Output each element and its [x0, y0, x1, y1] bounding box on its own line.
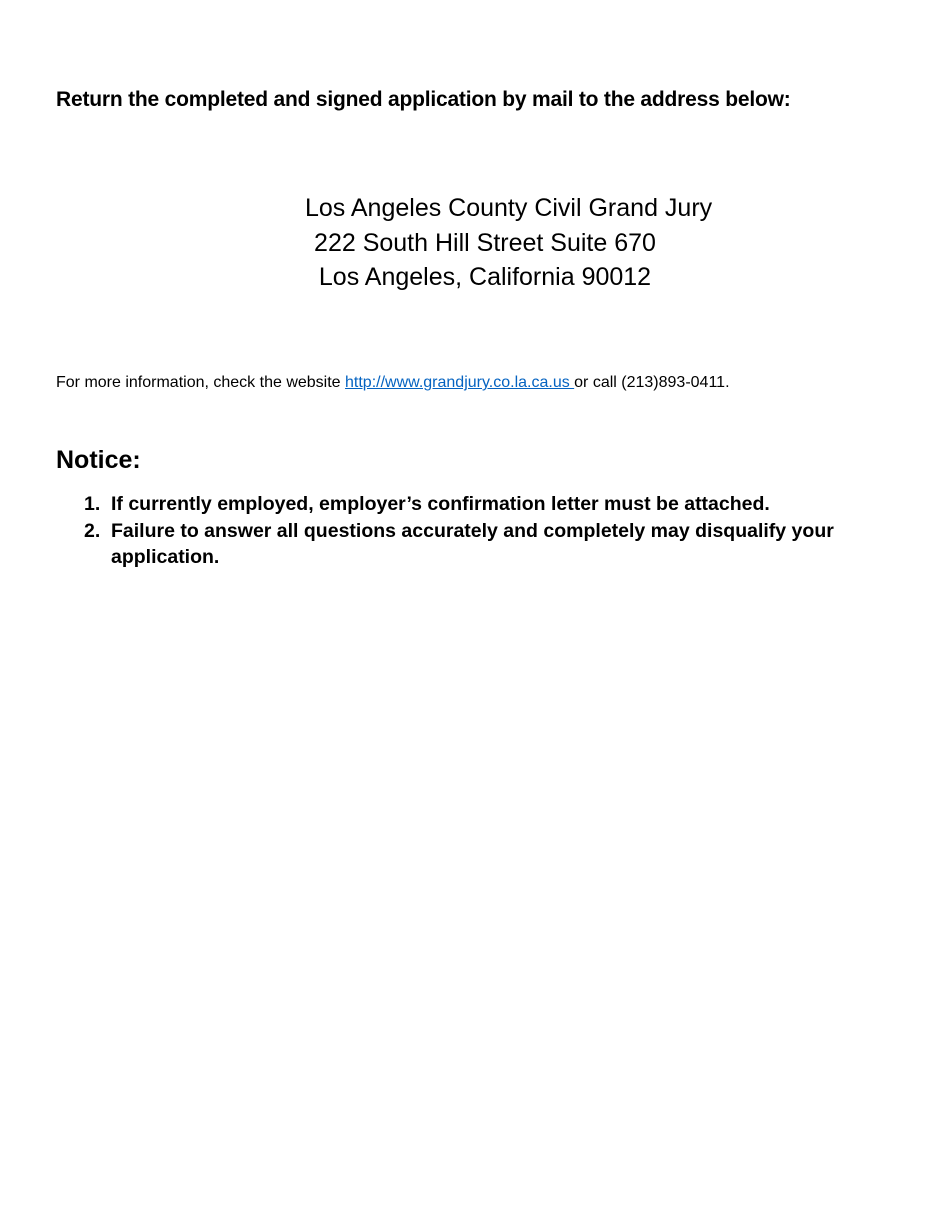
address-line-city: Los Angeles, California 90012 [318, 263, 652, 291]
notice-item-text: Failure to answer all questions accurately and completely may disqualify your application. [111, 519, 834, 568]
mailing-address [280, 191, 713, 295]
info-prefix: For more information, check the website [56, 374, 346, 391]
notice-item-text: If currently employed, employer’s confirmation letter must be attached. [111, 493, 770, 515]
notice-item-number: 1. [84, 493, 101, 515]
notice-item-number: 2. [84, 519, 101, 542]
notice-item [56, 491, 836, 518]
notice-item [56, 518, 836, 571]
address-line-organization: Los Angeles County Civil Grand Jury [305, 194, 713, 222]
mailing-instruction: Return the completed and signed application by mail to the address below: [56, 88, 791, 111]
info-suffix: or call (213)893-0411. [574, 374, 730, 391]
more-information [56, 374, 730, 392]
notice-heading: Notice: [56, 446, 141, 474]
address-line-street: 222 South Hill Street Suite 670 [314, 228, 656, 257]
notice-list [56, 491, 836, 571]
website-link[interactable]: http://www.grandjury.co.la.ca.us [345, 374, 575, 391]
